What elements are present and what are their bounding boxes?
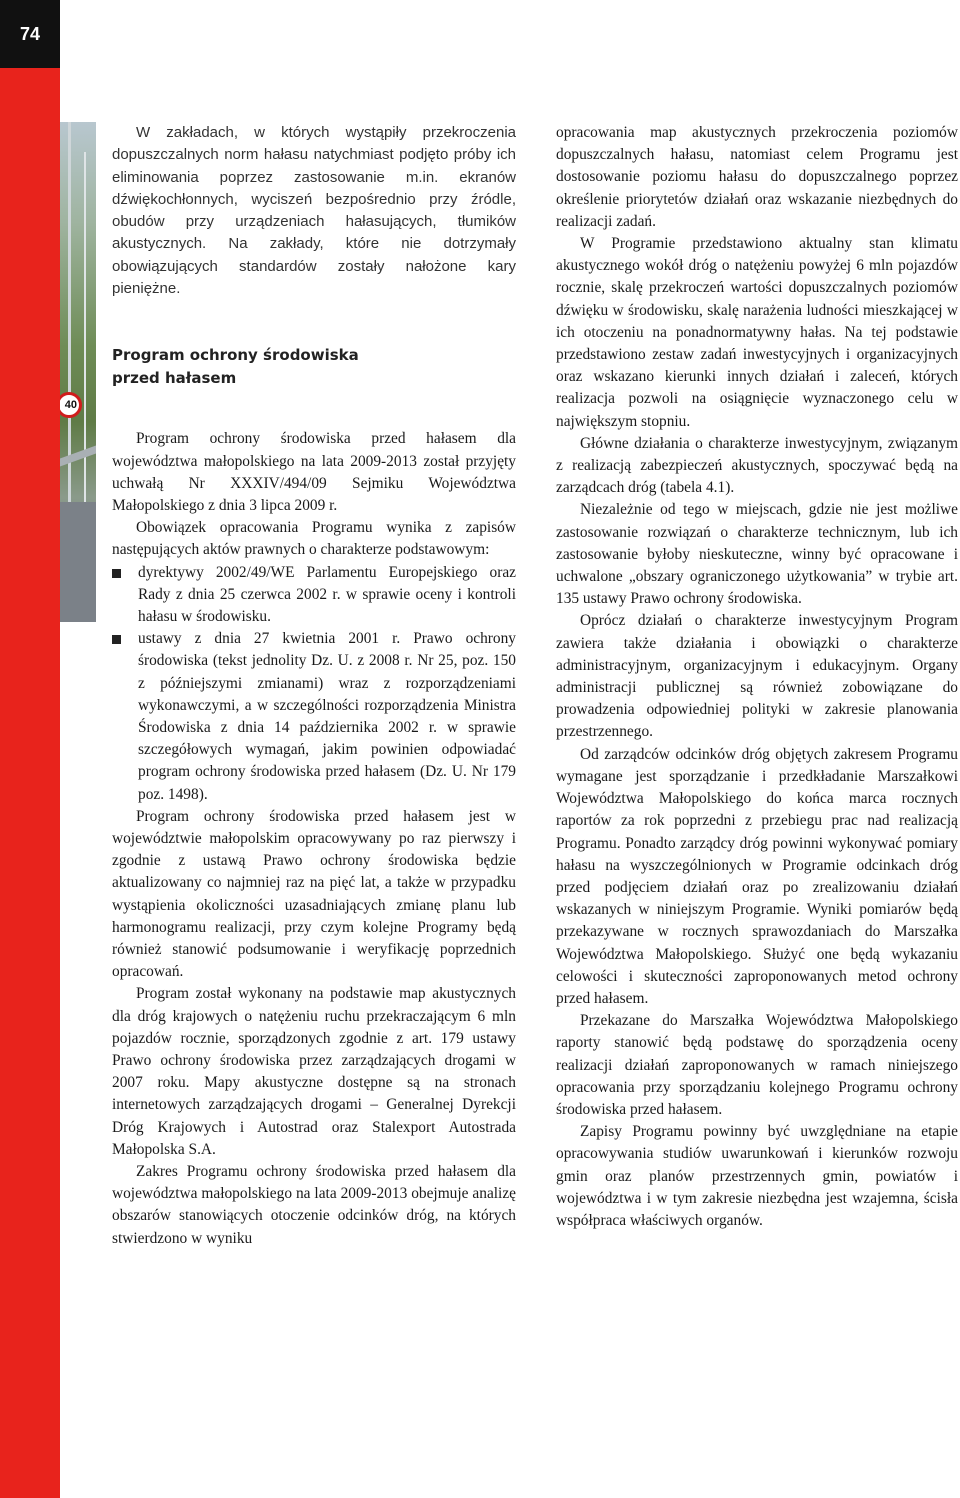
intro-paragraph: W zakładach, w których wystąpiły przekroczenia dopuszczalnych norm hałasu natychmiast podjęto próby ich eliminowania poprzez zastosowanie m.in. ekranów dźwiękochłonnych, wyciszeń bezpośrednio przy źródle, obudów przy urządzeniach hałasujących, tłumików akustycznych. Na zakłady, które nie dotrzymały obowiązujących standardów zostały nałożone kary pieniężne.: [112, 124, 516, 298]
road-photo: [60, 122, 96, 622]
right-column: [556, 122, 958, 1232]
paragraph: Zapisy Programu powinny być uwzględniane na etapie opracowywania studiów uwarunkowań i kierunków rozwoju gmin oraz planów przestrzennych gmin, powiatów i województwa i w tym zakresie niezbędna jest wzajemna, ścisła współpraca właściwych organów.: [556, 1123, 958, 1229]
bullet-text: dyrektywy 2002/49/WE Parlamentu Europejskiego oraz Rady z dnia 25 czerwca 2002 r. w sprawie oceny i kontroli hałasu w środowisku.: [138, 563, 516, 625]
heading-line: przed hałasem: [112, 369, 237, 388]
paragraph: Zakres Programu ochrony środowiska przed hałasem dla województwa małopolskiego na lata 2009-2013 obejmuje analizę obszarów stanowiących otoczenie odcinków dróg, na których stwierdzono w wyniku: [112, 1163, 516, 1247]
guardrail: [60, 445, 96, 466]
paragraph: Oprócz działań o charakterze inwestycyjnym Program zawiera także działania i obowiązki o charakterze administracyjnym, organizacyjnym i edukacyjnym. Organy administracji publicznej są również zobowiązane do prowadzenia odpowiedniej polityki w zakresie planowania przestrzennego.: [556, 612, 958, 741]
page-edge-bar: [0, 0, 60, 1498]
paragraph: Program został wykonany na podstawie map akustycznych dla dróg krajowych o natężeniu ruchu przekraczającym 6 mln pojazdów rocznie, sporządzonych zgodnie z art. 179 ustawy Prawo ochrony środowiska przez zarządzających drogami w 2007 roku. Mapy akustyczne dostępne są na stronach internetowych zarządzających drogami – Generalnej Dyrekcji Dróg Krajowych i Autostrad oraz Stalexport Autostrada Małopolska S.A.: [112, 985, 516, 1158]
bullet-item: [112, 628, 516, 806]
paragraph: opracowania map akustycznych przekroczenia poziomów dopuszczalnych hałasu, natomiast celem Programu jest dostosowanie poziomu hałasu do dopuszczalnego poprzez określenie priorytetów działań oraz wskazanie niezbędnych do realizacji zadań.: [556, 124, 958, 230]
paragraph: Program ochrony środowiska przed hałasem dla województwa małopolskiego na lata 2009-2013 został przyjęty uchwałą Nr XXXIV/494/09 Sejmiku Województwa Małopolskiego z dnia 3 lipca 2009 r.: [112, 430, 516, 514]
page-number: 74: [0, 0, 60, 68]
bullet-square-icon: [112, 569, 121, 578]
left-column: [112, 122, 516, 1250]
road-surface: [60, 502, 96, 622]
paragraph: Obowiązek opracowania Programu wynika z zapisów następujących aktów prawnych o charakterze podstawowym:: [112, 519, 516, 559]
paragraph: Od zarządców odcinków dróg objętych zakresem Programu wymagane jest sporządzanie i przedkładanie Marszałkowi Województwa Małopolskiego do końca marca rocznych raportów za rok poprzedni z przebiegu prac nad realizacją Programu. Ponadto zarządcy dróg powinni wykonywać pomiary hałasu na wyszczególnionych w Programie odcinkach dróg przed podjęciem działań oraz po zrealizowaniu działań wskazanych w niniejszym Programie. Wyniki pomiarów będą przekazywane w rocznych sprawozdaniach do Marszałka Województwa Małopolskiego. Służyć one będą wykazaniu celowości i skuteczności zaproponowanych metod ochrony przed hałasem.: [556, 745, 958, 1007]
paragraph: W Programie przedstawiono aktualny stan klimatu akustycznego wokół dróg o natężeniu powyżej 6 mln pojazdów rocznie, skalę przekroczeń wartości dopuszczalnych poziomów dźwięku w środowisku, skalę narażenia ludności mieszkającej w ich otoczeniu na ponadnormatywny hałas. Na tej podstawie przedstawiono zestaw zadań inwestycyjnych i organizacyjnych oraz wskazano kierunki innych działań i zaleceń, których realizacja pozwoli na osiągnięcie wyznaczonego celu w największym stopniu.: [556, 235, 958, 430]
bullet-text: ustawy z dnia 27 kwietnia 2001 r. Prawo ochrony środowiska (tekst jednolity Dz. U. z 2008 r. Nr 25, poz. 150 z późniejszymi zmianami) wraz z rozporządzeniami wykonawczymi, a w szczególności rozporządzenia Ministra Środowiska z dnia 14 października 2002 r. w sprawie szczegółowych wymagań, jakim powinien odpowiadać program ochrony środowiska przed hałasem (Dz. U. Nr 179 poz. 1498).: [138, 630, 516, 803]
paragraph: Niezależnie od tego w miejscach, gdzie nie jest możliwe zastosowanie rozwiązań o charakterze technicznym, lub ich zastosowanie byłoby nieskuteczne, winny być opracowane i uchwalone „obszary ograniczonego użytkowania” w trybie art. 135 ustawy Prawo ochrony środowiska.: [556, 501, 958, 608]
bullet-list: [112, 562, 516, 806]
speed-limit-sign: 40: [60, 392, 82, 418]
paragraph: Program ochrony środowiska przed hałasem jest w województwie małopolskim opracowywany po raz pierwszy i zgodnie z ustawą Prawo ochrony środowiska będzie aktualizowany co najmniej raz na pięć lat, a także w przypadku wystąpienia okoliczności uzasadniających zmianę planu lub harmonogramu realizacji, przy czym kolejne Programy będą również stanowić podsumowanie i weryfikację poprzednich opracowań.: [112, 807, 516, 981]
bullet-item: [112, 562, 516, 629]
section-heading: [112, 344, 516, 390]
paragraph: Główne działania o charakterze inwestycyjnym, związanym z realizacją zabezpieczeń akustycznych, spoczywać będą na zarządcach dróg (tabela 4.1).: [556, 434, 958, 497]
bullet-square-icon: [112, 635, 121, 644]
heading-line: Program ochrony środowiska: [112, 346, 359, 365]
paragraph: Przekazane do Marszałka Województwa Małopolskiego raporty stanowić będą podstawę do sporządzenia oceny realizacji działań zaproponowanych w ramach niniejszego opracowania przy sporządzaniu kolejnego Programu ochrony środowiska przed hałasem.: [556, 1012, 958, 1118]
